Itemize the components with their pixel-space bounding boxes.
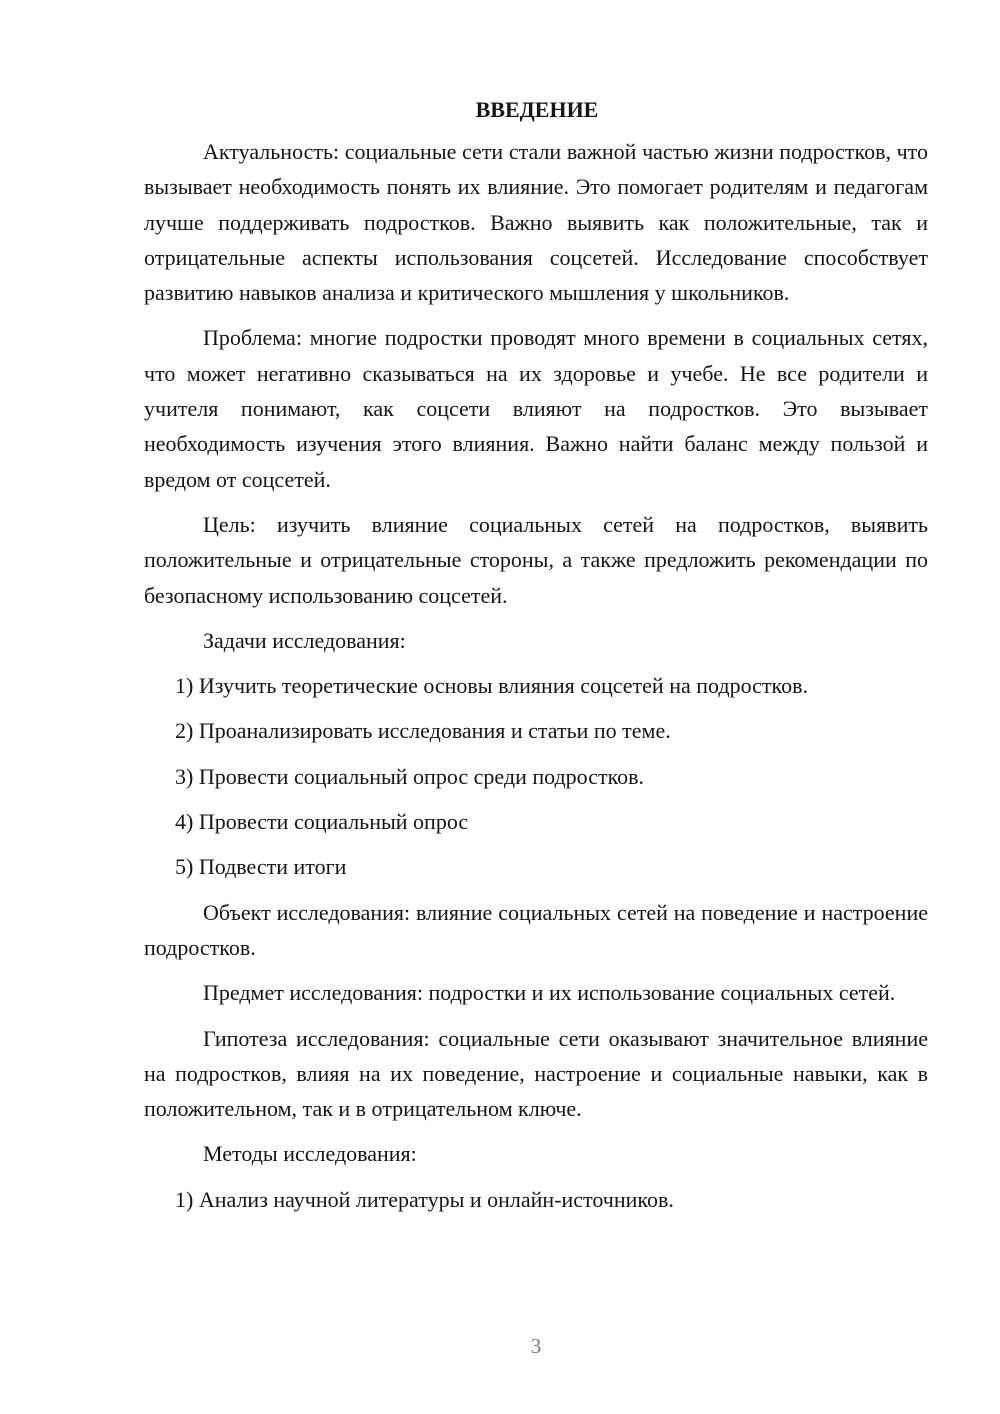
object-paragraph: Объект исследования: влияние социальных сетей на поведение и настроение подростков.	[144, 899, 928, 960]
task-item: 2) Проанализировать исследования и статьи по теме.	[175, 718, 671, 744]
page-content	[144, 92, 928, 1227]
page-number: 3	[530, 1334, 542, 1358]
task-item: 3) Провести социальный опрос среди подростков.	[175, 763, 645, 789]
task-item: 1) Изучить теоретические основы влияния соцсетей на подростков.	[175, 673, 808, 699]
goal-paragraph: Цель: изучить влияние социальных сетей на подростков, выявить положительные и отрицательные стороны, а также предложить рекомендации по безопасному использованию соцсетей.	[144, 511, 928, 608]
method-item: 1) Анализ научной литературы и онлайн-источников.	[175, 1186, 674, 1212]
subject-paragraph: Предмет исследования: подростки и их использование социальных сетей.	[203, 980, 896, 1006]
task-item: 4) Провести социальный опрос	[175, 809, 469, 835]
problem-paragraph: Проблема: многие подростки проводят много времени в социальных сетях, что может негативно сказываться на их здоровье и учебе. Не все родители и учителя понимают, как соцсети влияют на подростков. Это вызывает необходимость изучения этого влияния. Важно найти баланс между пользой и вредом от соцсетей.	[144, 325, 928, 492]
methods-heading: Методы исследования:	[203, 1141, 417, 1167]
task-item: 5) Подвести итоги	[175, 854, 347, 880]
page-heading: ВВЕДЕНИЕ	[475, 97, 599, 122]
tasks-heading: Задачи исследования:	[203, 627, 406, 653]
hypothesis-paragraph: Гипотеза исследования: социальные сети оказывают значительное влияние на подростков, влияя на их поведение, настроение и социальные навыки, как в положительном, так и в отрицательном ключе.	[144, 1025, 928, 1122]
relevance-paragraph: Актуальность: социальные сети стали важной частью жизни подростков, что вызывает необходимость понять их влияние. Это помогает родителям и педагогам лучше поддерживать подростков. Важно выявить как положительные, так и отрицательные аспекты использования соцсетей. Исследование способствует развитию навыков анализа и критического мышления у школьников.	[144, 139, 928, 306]
